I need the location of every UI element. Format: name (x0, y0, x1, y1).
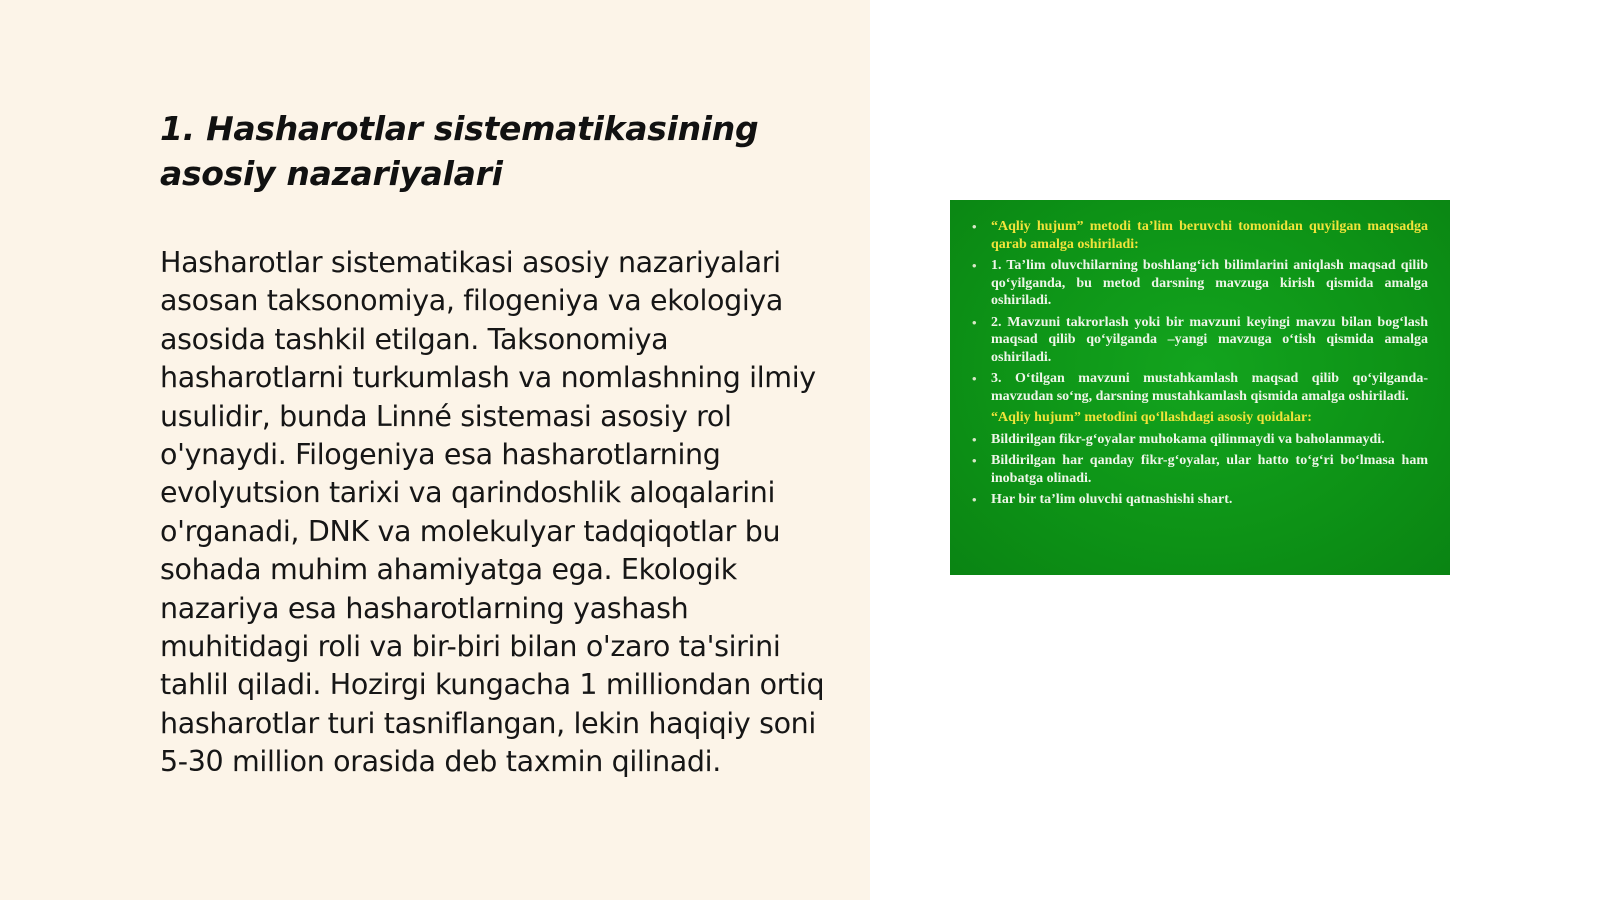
image-point-1: • 1. Ta’lim oluvchilarning boshlang‘ich bilimlarini aniqlash maqsad qilib qo‘yilganda, bu metod darsning mavzuga kirish qismida amalga oshiriladi. (972, 257, 1428, 310)
aqliy-hujum-image (950, 200, 1450, 575)
image-rule-3: • Har bir ta’lim oluvchi qatnashishi shart. (972, 491, 1428, 509)
image-point-3: • 3. O‘tilgan mavzuni mustahkamlash maqsad qilib qo‘yilganda-mavzudan so‘ng, darsning mustahkamlash qismida amalga oshiriladi. (972, 370, 1428, 405)
image-bullet-list (972, 218, 1428, 405)
image-rules-heading: “Aqliy hujum” metodini qo‘llashdagi asosiy qoidalar: (991, 410, 1312, 425)
slide-title: 1. Hasharotlar sistematikasining asosiy nazariyalari (160, 109, 759, 193)
image-rules-list (972, 431, 1428, 509)
slide-body-text: Hasharotlar sistematikasi asosiy nazariyalari asosan taksonomiya, filogeniya va ekologiya asosida tashkil etilgan. Taksonomiya hasharotlarni turkumlash va nomlashning ilmiy usulidir, bunda Linné sistemasi asosiy rol o'ynaydi. Filogeniya esa hasharotlarning evolyutsion tarixi va qarindoshlik aloqalarini o'rganadi, DNK va molekulyar tadqiqotlar bu sohada muhim ahamiyatga ega. Ekologik nazariya esa hasharotlarning yashash muhitidagi roli va bir-biri bilan o'zaro ta'sirini tahlil qiladi. Hozirgi kungacha 1 milliondan ortiq hasharotlar turi tasniflangan, lekin haqiqiy soni 5-30 million orasida deb taxmin qilinadi. (160, 246, 825, 779)
image-rule-1: • Bildirilgan fikr-g‘oyalar muhokama qilinmaydi va baholanmaydi. (972, 431, 1428, 449)
image-point-2: • 2. Mavzuni takrorlash yoki bir mavzuni keyingi mavzu bilan bog‘lash maqsad qilib qo‘yilganda –yangi mavzuga o‘tish qismida amalga oshiriladi. (972, 314, 1428, 367)
image-rule-2: • Bildirilgan har qanday fikr-g‘oyalar, ular hatto to‘g‘ri bo‘lmasa ham inobatga olinadi. (972, 452, 1428, 487)
image-intro: • “Aqliy hujum” metodi ta’lim beruvchi tomonidan quyilgan maqsadga qarab amalga oshiriladi: (972, 218, 1428, 253)
